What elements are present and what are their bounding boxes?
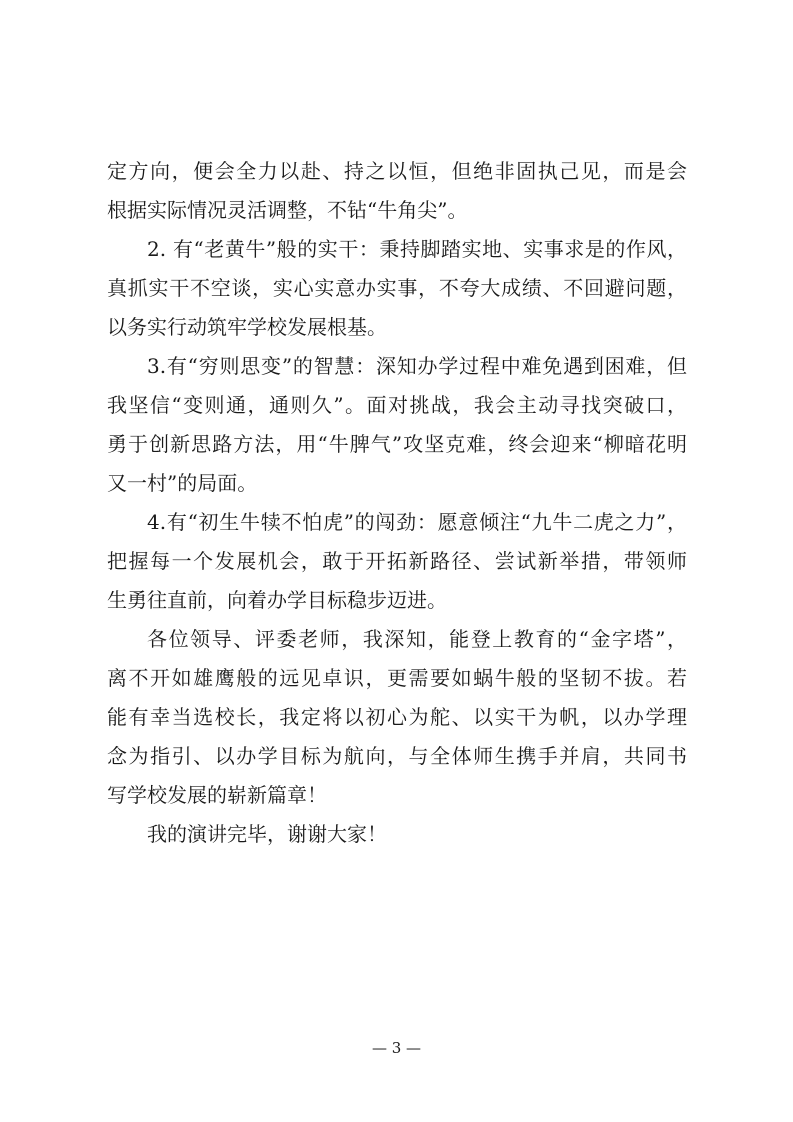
- text-line: 我坚信“变则通，通则久”。面对挑战，我会主动寻找突破口，: [107, 393, 687, 417]
- text-line: 各位领导、评委老师，我深知，能登上教育的“金字塔”，: [147, 627, 687, 651]
- paragraph-point-2: [107, 230, 687, 347]
- text-line: 勇于创新思路方法，用“牛脾气”攻坚克难，终会迎来“柳暗花明: [107, 432, 687, 456]
- text-line: 2. 有“老黄牛”般的实干：秉持脚踏实地、实事求是的作风，: [147, 237, 687, 261]
- text-line: 以务实行动筑牢学校发展根基。: [107, 315, 387, 339]
- text-line: 真抓实干不空谈，实心实意办实事，不夸大成绩、不回避问题，: [107, 276, 687, 300]
- paragraph-closing: [107, 620, 687, 815]
- paragraph-continuation: [107, 152, 687, 230]
- document-body: [107, 152, 687, 854]
- text-line: 把握每一个发展机会，敢于开拓新路径、尝试新举措，带领师: [107, 549, 687, 573]
- text-line: 根据实际情况灵活调整，不钻“牛角尖”。: [107, 198, 468, 222]
- text-line: 我的演讲完毕，谢谢大家！: [147, 822, 387, 846]
- text-line: 又一村”的局面。: [107, 471, 258, 495]
- text-line: 念为指引、以办学目标为航向，与全体师生携手并肩，共同书: [107, 744, 687, 768]
- text-line: 4.有“初生牛犊不怕虎”的闯劲：愿意倾注“九牛二虎之力”，: [147, 510, 687, 534]
- paragraph-point-3: [107, 347, 687, 503]
- page-number: — 3 —: [371, 1039, 422, 1057]
- paragraph-thanks: [107, 815, 687, 854]
- text-line: 定方向，便会全力以赴、持之以恒，但绝非固执己见，而是会: [107, 159, 687, 183]
- text-line: 生勇往直前，向着办学目标稳步迈进。: [107, 588, 447, 612]
- paragraph-point-4: [107, 503, 687, 620]
- text-line: 离不开如雄鹰般的远见卓识，更需要如蜗牛般的坚韧不拔。若: [107, 666, 687, 690]
- text-line: 写学校发展的崭新篇章！: [107, 783, 327, 807]
- text-line: 能有幸当选校长，我定将以初心为舵、以实干为帆，以办学理: [107, 705, 687, 729]
- text-line: 3.有“穷则思变”的智慧：深知办学过程中难免遇到困难，但: [147, 354, 687, 378]
